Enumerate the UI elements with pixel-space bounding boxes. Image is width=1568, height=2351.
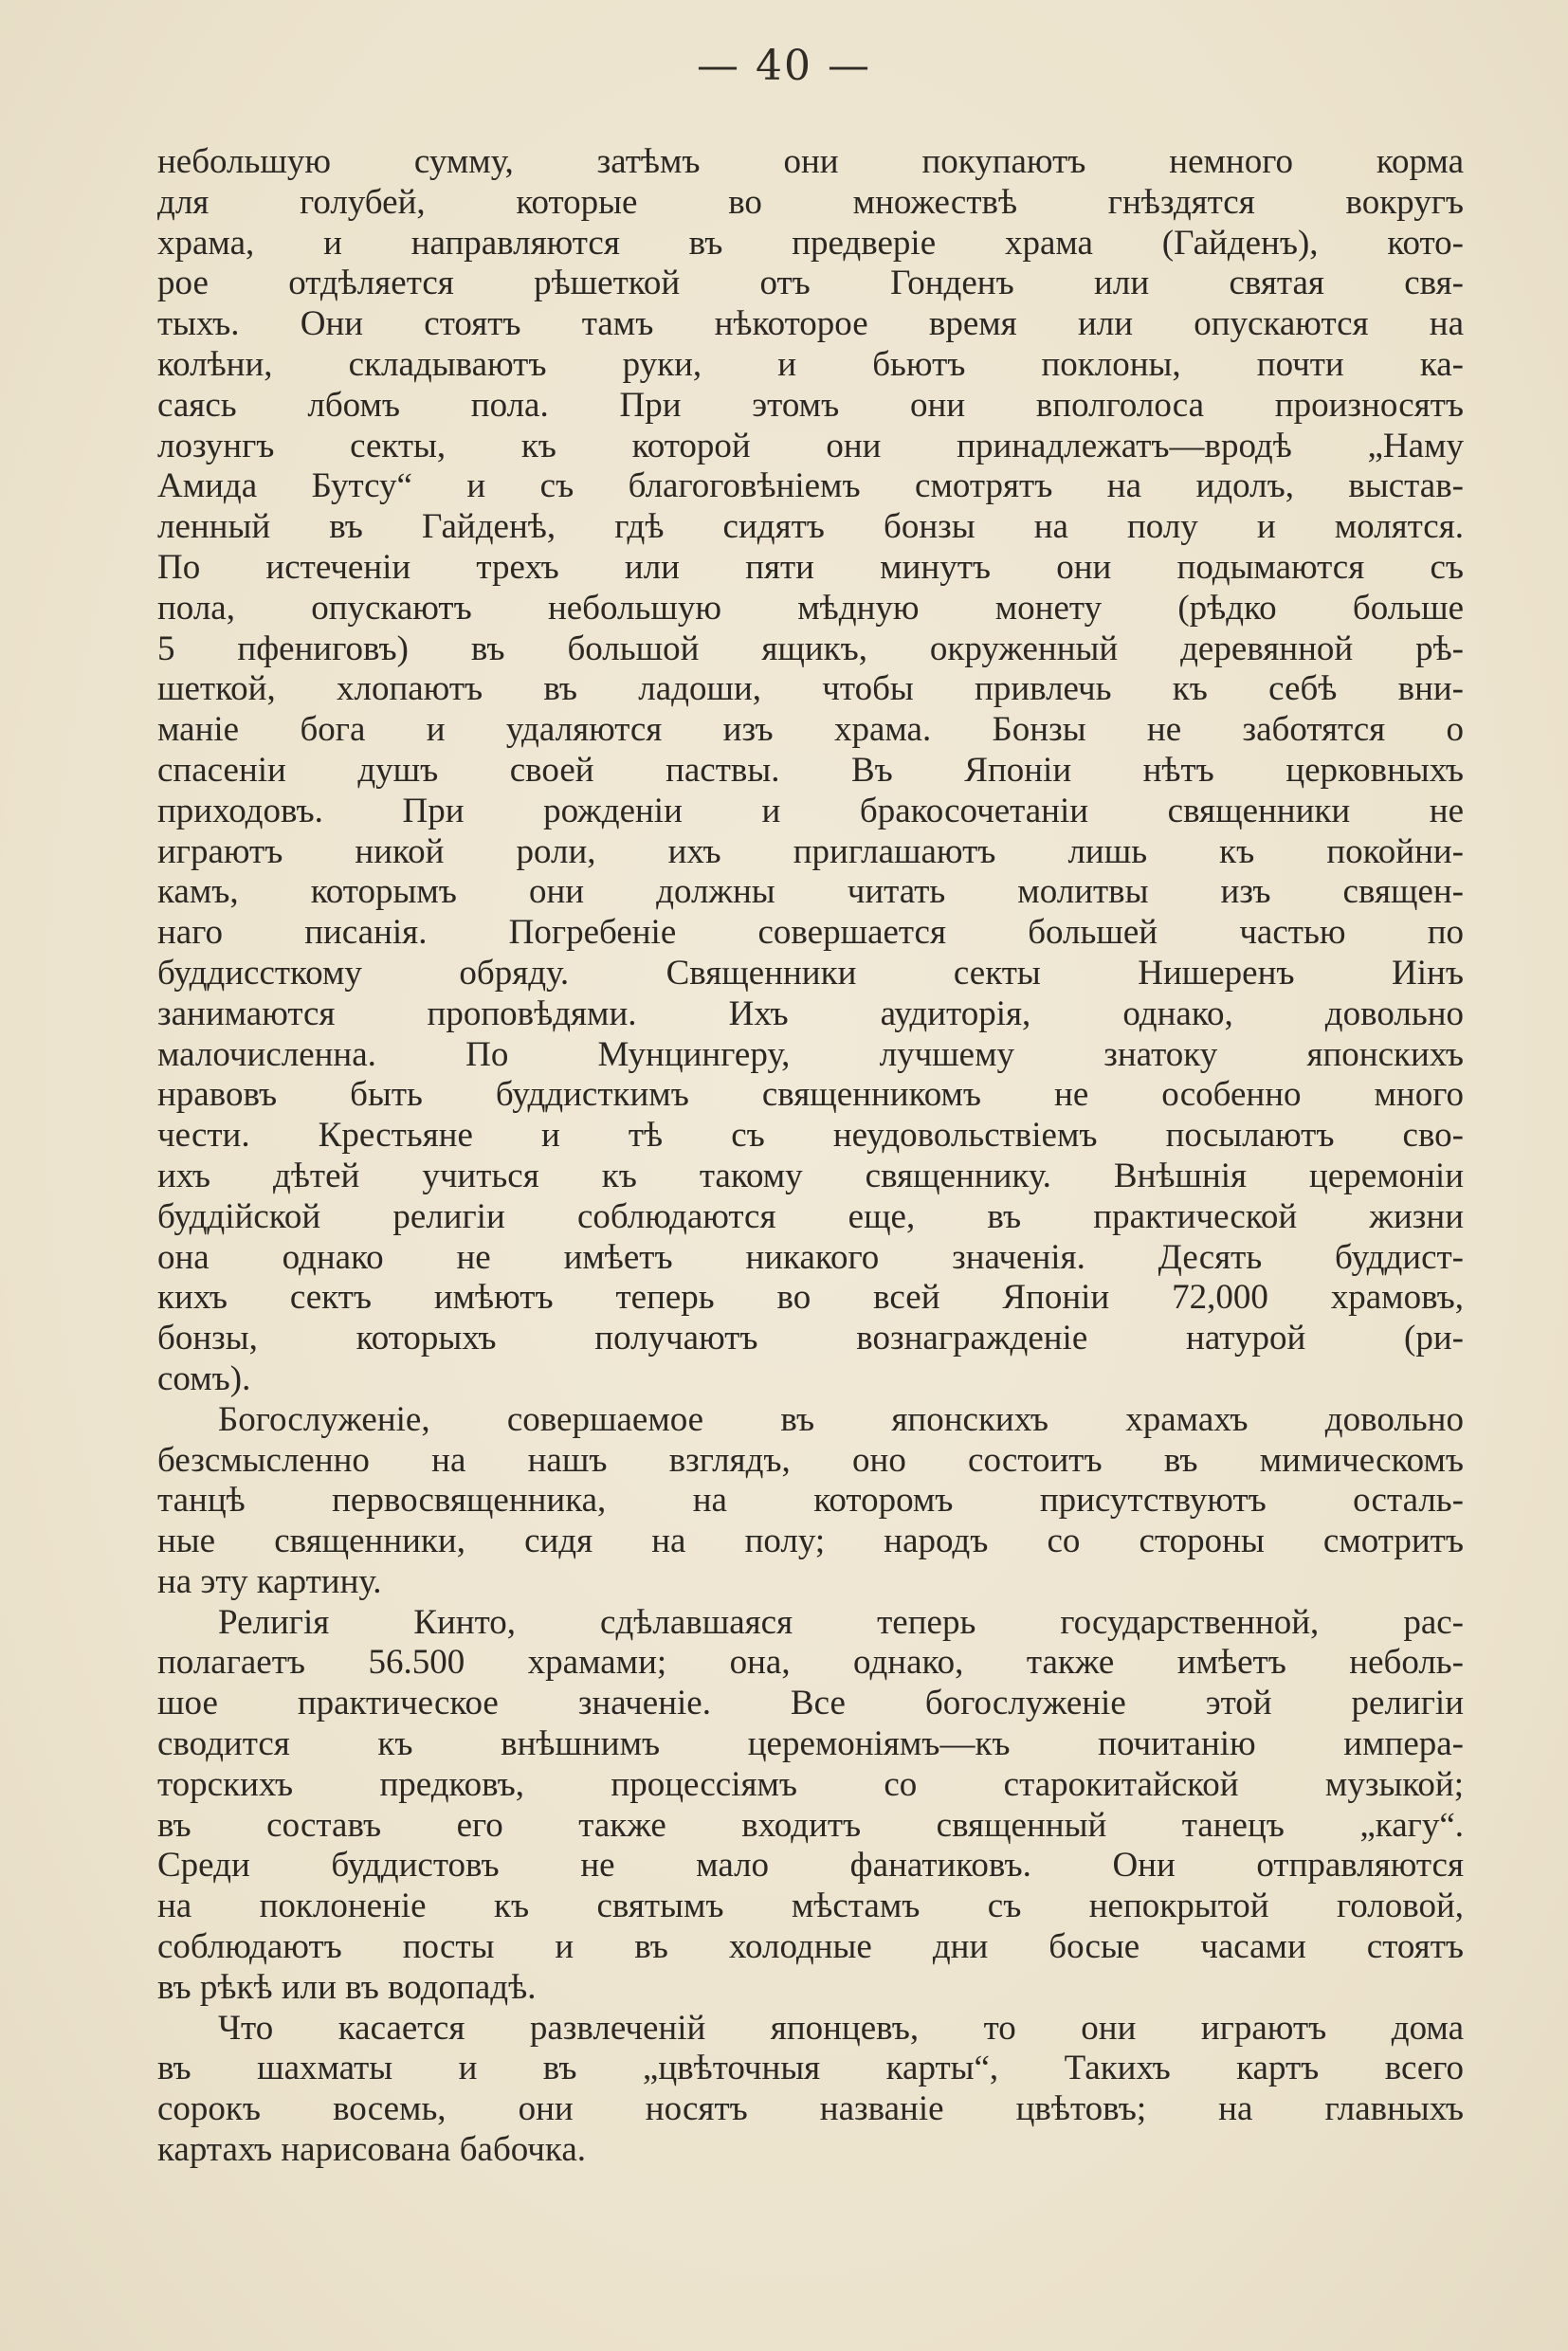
text-line: Амида Бутсу“ и съ благоговѣніемъ смотрятъ на идолъ, выстав- [157,466,1464,506]
text-line: ихъ дѣтей учиться къ такому священнику. Внѣшнія церемоніи [157,1156,1464,1195]
text-line: Богослуженіе, совершаемое въ японскихъ храмахъ довольно [218,1399,1464,1439]
text-line: безсмысленно на нашъ взглядъ, оно состоитъ въ мимическомъ [157,1440,1464,1480]
text-line: небольшую сумму, затѣмъ они покупаютъ немного корма [157,142,1464,181]
text-line: колѣни, складываютъ руки, и бьютъ поклоны, почти ка- [157,344,1464,384]
text-line: камъ, которымъ они должны читать молитвы изъ священ- [157,872,1464,912]
text-line: въ составъ его также входитъ священный танецъ „кагу“. [157,1805,1464,1845]
text-line: Что касается развлеченій японцевъ, то они играютъ дома [218,2008,1464,2048]
text-line: пола, опускаютъ небольшую мѣдную монету (рѣдко больше [157,588,1464,628]
page-number: — 40 — [697,42,871,90]
text-line: бонзы, которыхъ получаютъ вознагражденіе натурой (ри- [157,1319,1464,1358]
text-line: сомъ). [157,1358,251,1398]
text-line: въ шахматы и въ „цвѣточныя карты“, Такихъ картъ всего [157,2049,1464,2088]
text-line: кихъ сектъ имѣютъ теперь во всей Японіи 72,000 храмовъ, [157,1278,1464,1318]
text-line: Среди буддистовъ не мало фанатиковъ. Они отправляются [157,1846,1464,1886]
text-line: рое отдѣляется рѣшеткой отъ Гонденъ или святая свя- [157,264,1464,303]
text-line: Религія Кинто, сдѣлавшаяся теперь государственной, рас- [218,1602,1464,1642]
text-line: ные священники, сидя на полу; народъ со стороны смотритъ [157,1522,1464,1561]
text-line: играютъ никой роли, ихъ приглашаютъ лишь къ покойни- [157,831,1464,871]
text-line: тыхъ. Они стоятъ тамъ нѣкоторое время или опускаются на [157,304,1464,344]
text-line: саясь лбомъ пола. При этомъ они вполголоса произносятъ [157,385,1464,425]
text-line: занимаются проповѣдями. Ихъ аудиторія, однако, довольно [157,993,1464,1033]
text-line: ленный въ Гайденѣ, гдѣ сидятъ бонзы на полу и молятся. [157,507,1464,547]
text-line: сводится къ внѣшнимъ церемоніямъ—къ почитанію импера- [157,1724,1464,1764]
text-line: она однако не имѣетъ никакого значенія. Десять буддист- [157,1237,1464,1277]
text-line: спасеніи душъ своей паствы. Въ Японіи нѣтъ церковныхъ [157,750,1464,790]
text-line: на поклоненіе къ святымъ мѣстамъ съ непокрытой головой, [157,1886,1464,1926]
text-line: чести. Крестьяне и тѣ съ неудовольствіемъ посылаютъ сво- [157,1116,1464,1156]
text-line: торскихъ предковъ, процессіямъ со старокитайской музыкой; [157,1764,1464,1804]
text-line: танцѣ первосвященника, на которомъ присутствуютъ осталь- [157,1481,1464,1521]
text-line: храма, и направляются въ предверіе храма (Гайденъ), кото- [157,223,1464,263]
text-line: сорокъ восемь, они носятъ названіе цвѣтовъ; на главныхъ [157,2089,1464,2129]
text-line: буддиссткому обряду. Священники секты Нишеренъ Иінъ [157,953,1464,993]
text-line: шеткой, хлопаютъ въ ладоши, чтобы привлечь къ себѣ вни- [157,669,1464,709]
text-line: 5 пфениговъ) въ большой ящикъ, окруженный деревянной рѣ- [157,629,1464,668]
text-line: буддійской религіи соблюдаются еще, въ практической жизни [157,1196,1464,1236]
text-line: приходовъ. При рожденіи и бракосочетаніи священники не [157,791,1464,830]
text-line: лозунгъ секты, къ которой они принадлежатъ—вродѣ „Наму [157,426,1464,465]
text-line: картахъ нарисована бабочка. [157,2130,587,2170]
text-line: полагаетъ 56.500 храмами; она, однако, также имѣетъ неболь- [157,1643,1464,1683]
text-line: въ рѣкѣ или въ водопадѣ. [157,1967,537,2007]
text-line: соблюдаютъ посты и въ холодные дни босые часами стоятъ [157,1927,1464,1967]
text-line: нравовъ быть буддисткимъ священникомъ не особенно много [157,1075,1464,1115]
text-line: шое практическое значеніе. Все богослуженіе этой религіи [157,1684,1464,1723]
text-line: на эту картину. [157,1561,382,1601]
text-line: По истеченіи трехъ или пяти минутъ они подымаются съ [157,547,1464,587]
text-line: наго писанія. Погребеніе совершается большей частью по [157,913,1464,953]
text-line: малочисленна. По Мунцингеру, лучшему знатоку японскихъ [157,1034,1464,1074]
text-line: для голубей, которые во множествѣ гнѣздятся вокругъ [157,182,1464,222]
body-text [157,142,1464,2171]
text-line: маніе бога и удаляются изъ храма. Бонзы не заботятся о [157,710,1464,750]
